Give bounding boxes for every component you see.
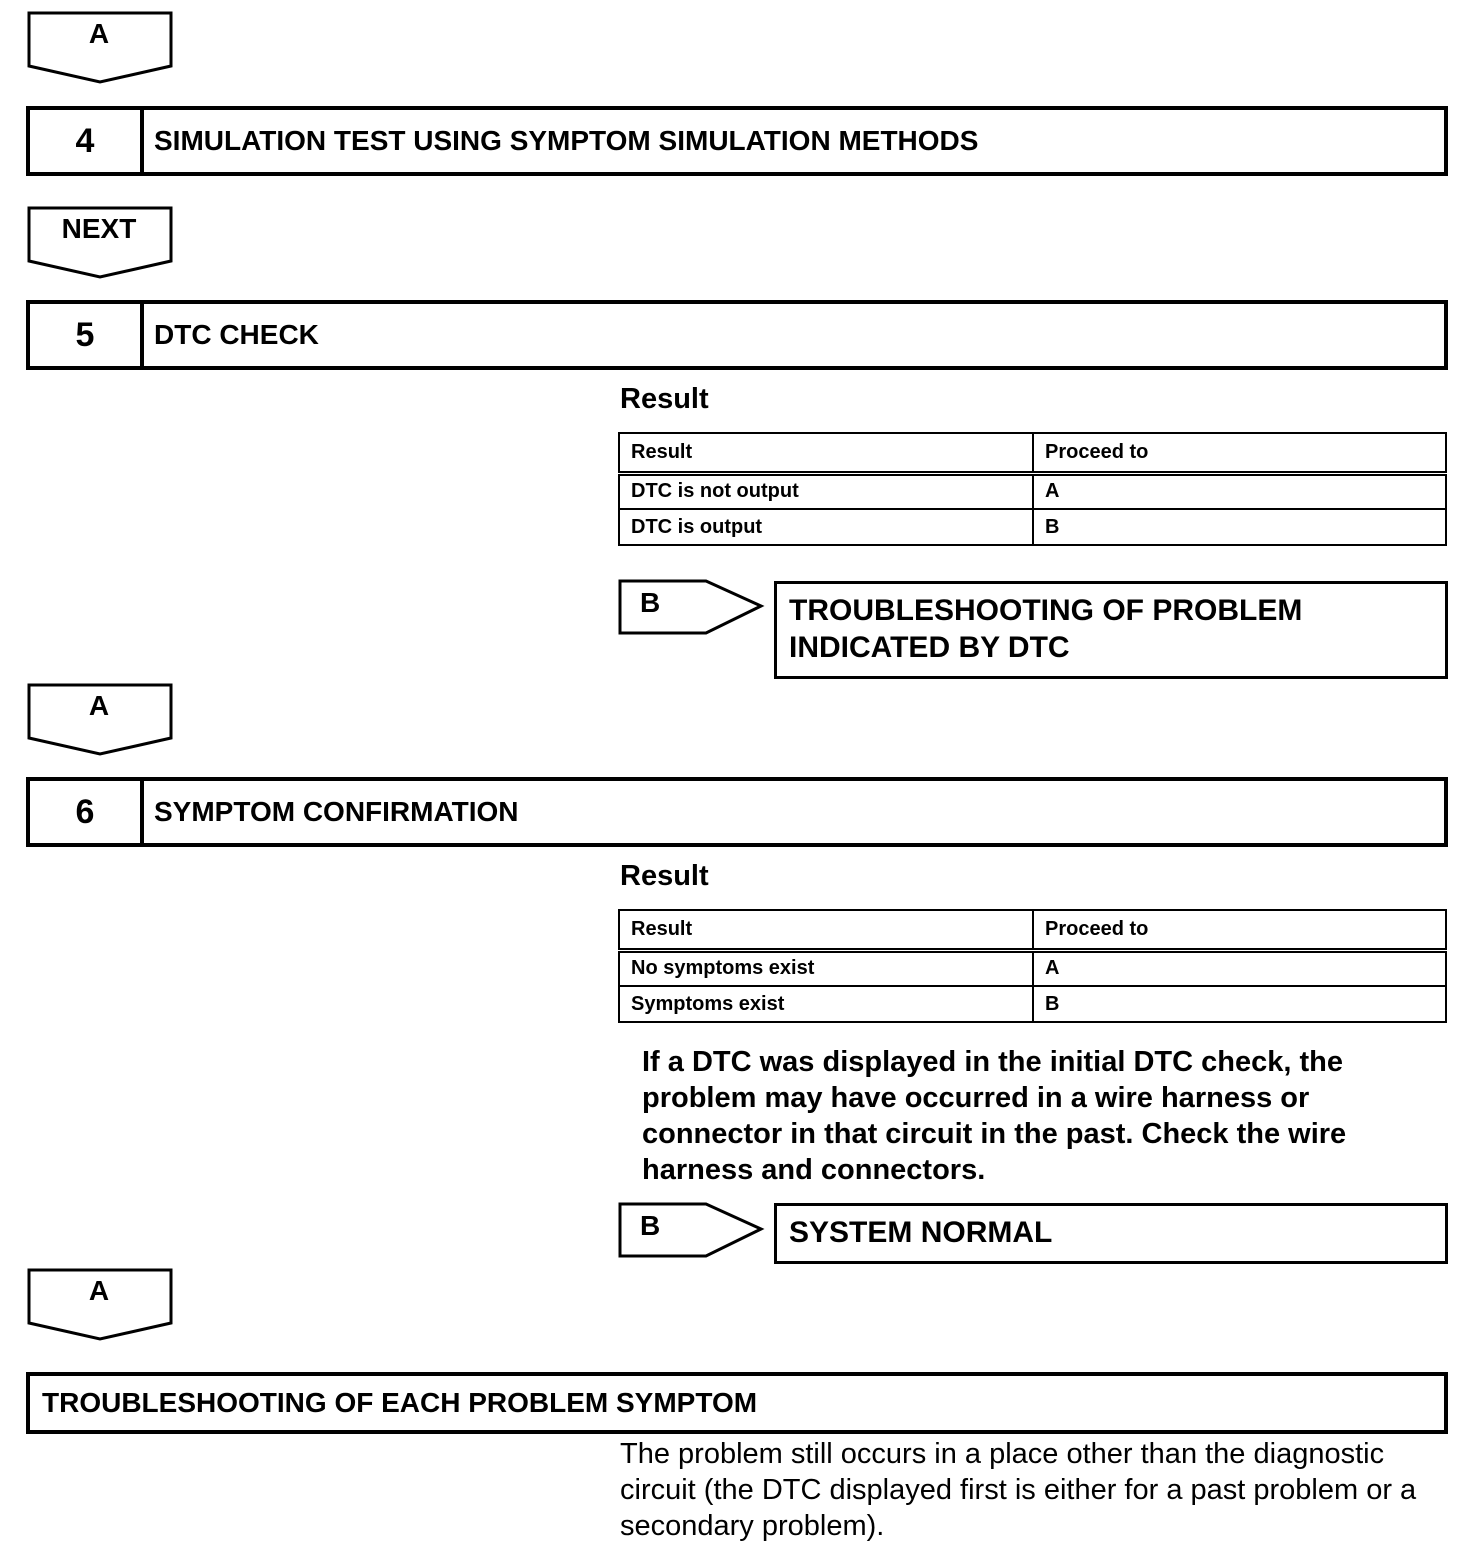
cell-proceed: B	[1033, 509, 1446, 545]
system-normal-box	[774, 1203, 1448, 1264]
target-text: SYSTEM NORMAL	[789, 1216, 1053, 1249]
troubleshooting-each-symptom-box	[26, 1372, 1448, 1434]
connector-label: NEXT	[61, 213, 137, 244]
dtc-note: If a DTC was displayed in the initial DTC check, the problem may have occurred in a wire harness or connector in that circuit in the past. Check the wire harness and connectors.	[642, 1046, 1347, 1186]
cell-result: DTC is not output	[619, 473, 1033, 509]
connector-a-step5	[26, 682, 172, 756]
table-header-row	[619, 910, 1446, 950]
branch-b-step6	[618, 1202, 768, 1260]
step-title: DTC CHECK	[154, 319, 319, 350]
result-heading: Result	[620, 383, 709, 415]
connector-a-step6	[26, 1267, 172, 1341]
step-title: SIMULATION TEST USING SYMPTOM SIMULATION METHODS	[154, 125, 979, 156]
header-result: Result	[619, 910, 1033, 950]
target-line-2: INDICATED BY DTC	[789, 631, 1070, 664]
connector-next	[26, 205, 172, 279]
table-row	[619, 950, 1446, 986]
target-line-1: TROUBLESHOOTING OF PROBLEM	[789, 594, 1303, 627]
cell-result: No symptoms exist	[619, 950, 1033, 986]
step-4	[26, 106, 1448, 176]
step-6	[26, 777, 1448, 847]
step-number: 6	[30, 781, 144, 843]
cell-proceed: A	[1033, 473, 1446, 509]
branch-b-step5	[618, 579, 768, 637]
result-table-step6	[618, 909, 1447, 1023]
table-header-row	[619, 433, 1446, 473]
final-title: TROUBLESHOOTING OF EACH PROBLEM SYMPTOM	[42, 1387, 758, 1418]
step-number: 5	[30, 304, 144, 366]
cell-result: Symptoms exist	[619, 986, 1033, 1022]
branch-label: B	[640, 1210, 661, 1241]
header-proceed: Proceed to	[1033, 910, 1446, 950]
table-row	[619, 473, 1446, 509]
table-row	[619, 986, 1446, 1022]
cell-result: DTC is output	[619, 509, 1033, 545]
branch-label: B	[640, 587, 661, 618]
final-note: The problem still occurs in a place other than the diagnostic circuit (the DTC displayed first is either for a past problem or a secondary problem).	[620, 1438, 1417, 1542]
cell-proceed: A	[1033, 950, 1446, 986]
header-result: Result	[619, 433, 1033, 473]
step-5	[26, 300, 1448, 370]
connector-label: A	[88, 18, 110, 49]
header-proceed: Proceed to	[1033, 433, 1446, 473]
connector-label: A	[88, 690, 110, 721]
step-title: SYMPTOM CONFIRMATION	[154, 796, 519, 827]
troubleshooting-dtc-box	[774, 581, 1448, 679]
cell-proceed: B	[1033, 986, 1446, 1022]
step-number: 4	[30, 110, 144, 172]
result-heading: Result	[620, 860, 709, 892]
connector-a-top	[26, 10, 172, 84]
result-table-step5	[618, 432, 1447, 546]
connector-label: A	[88, 1275, 110, 1306]
table-row	[619, 509, 1446, 545]
